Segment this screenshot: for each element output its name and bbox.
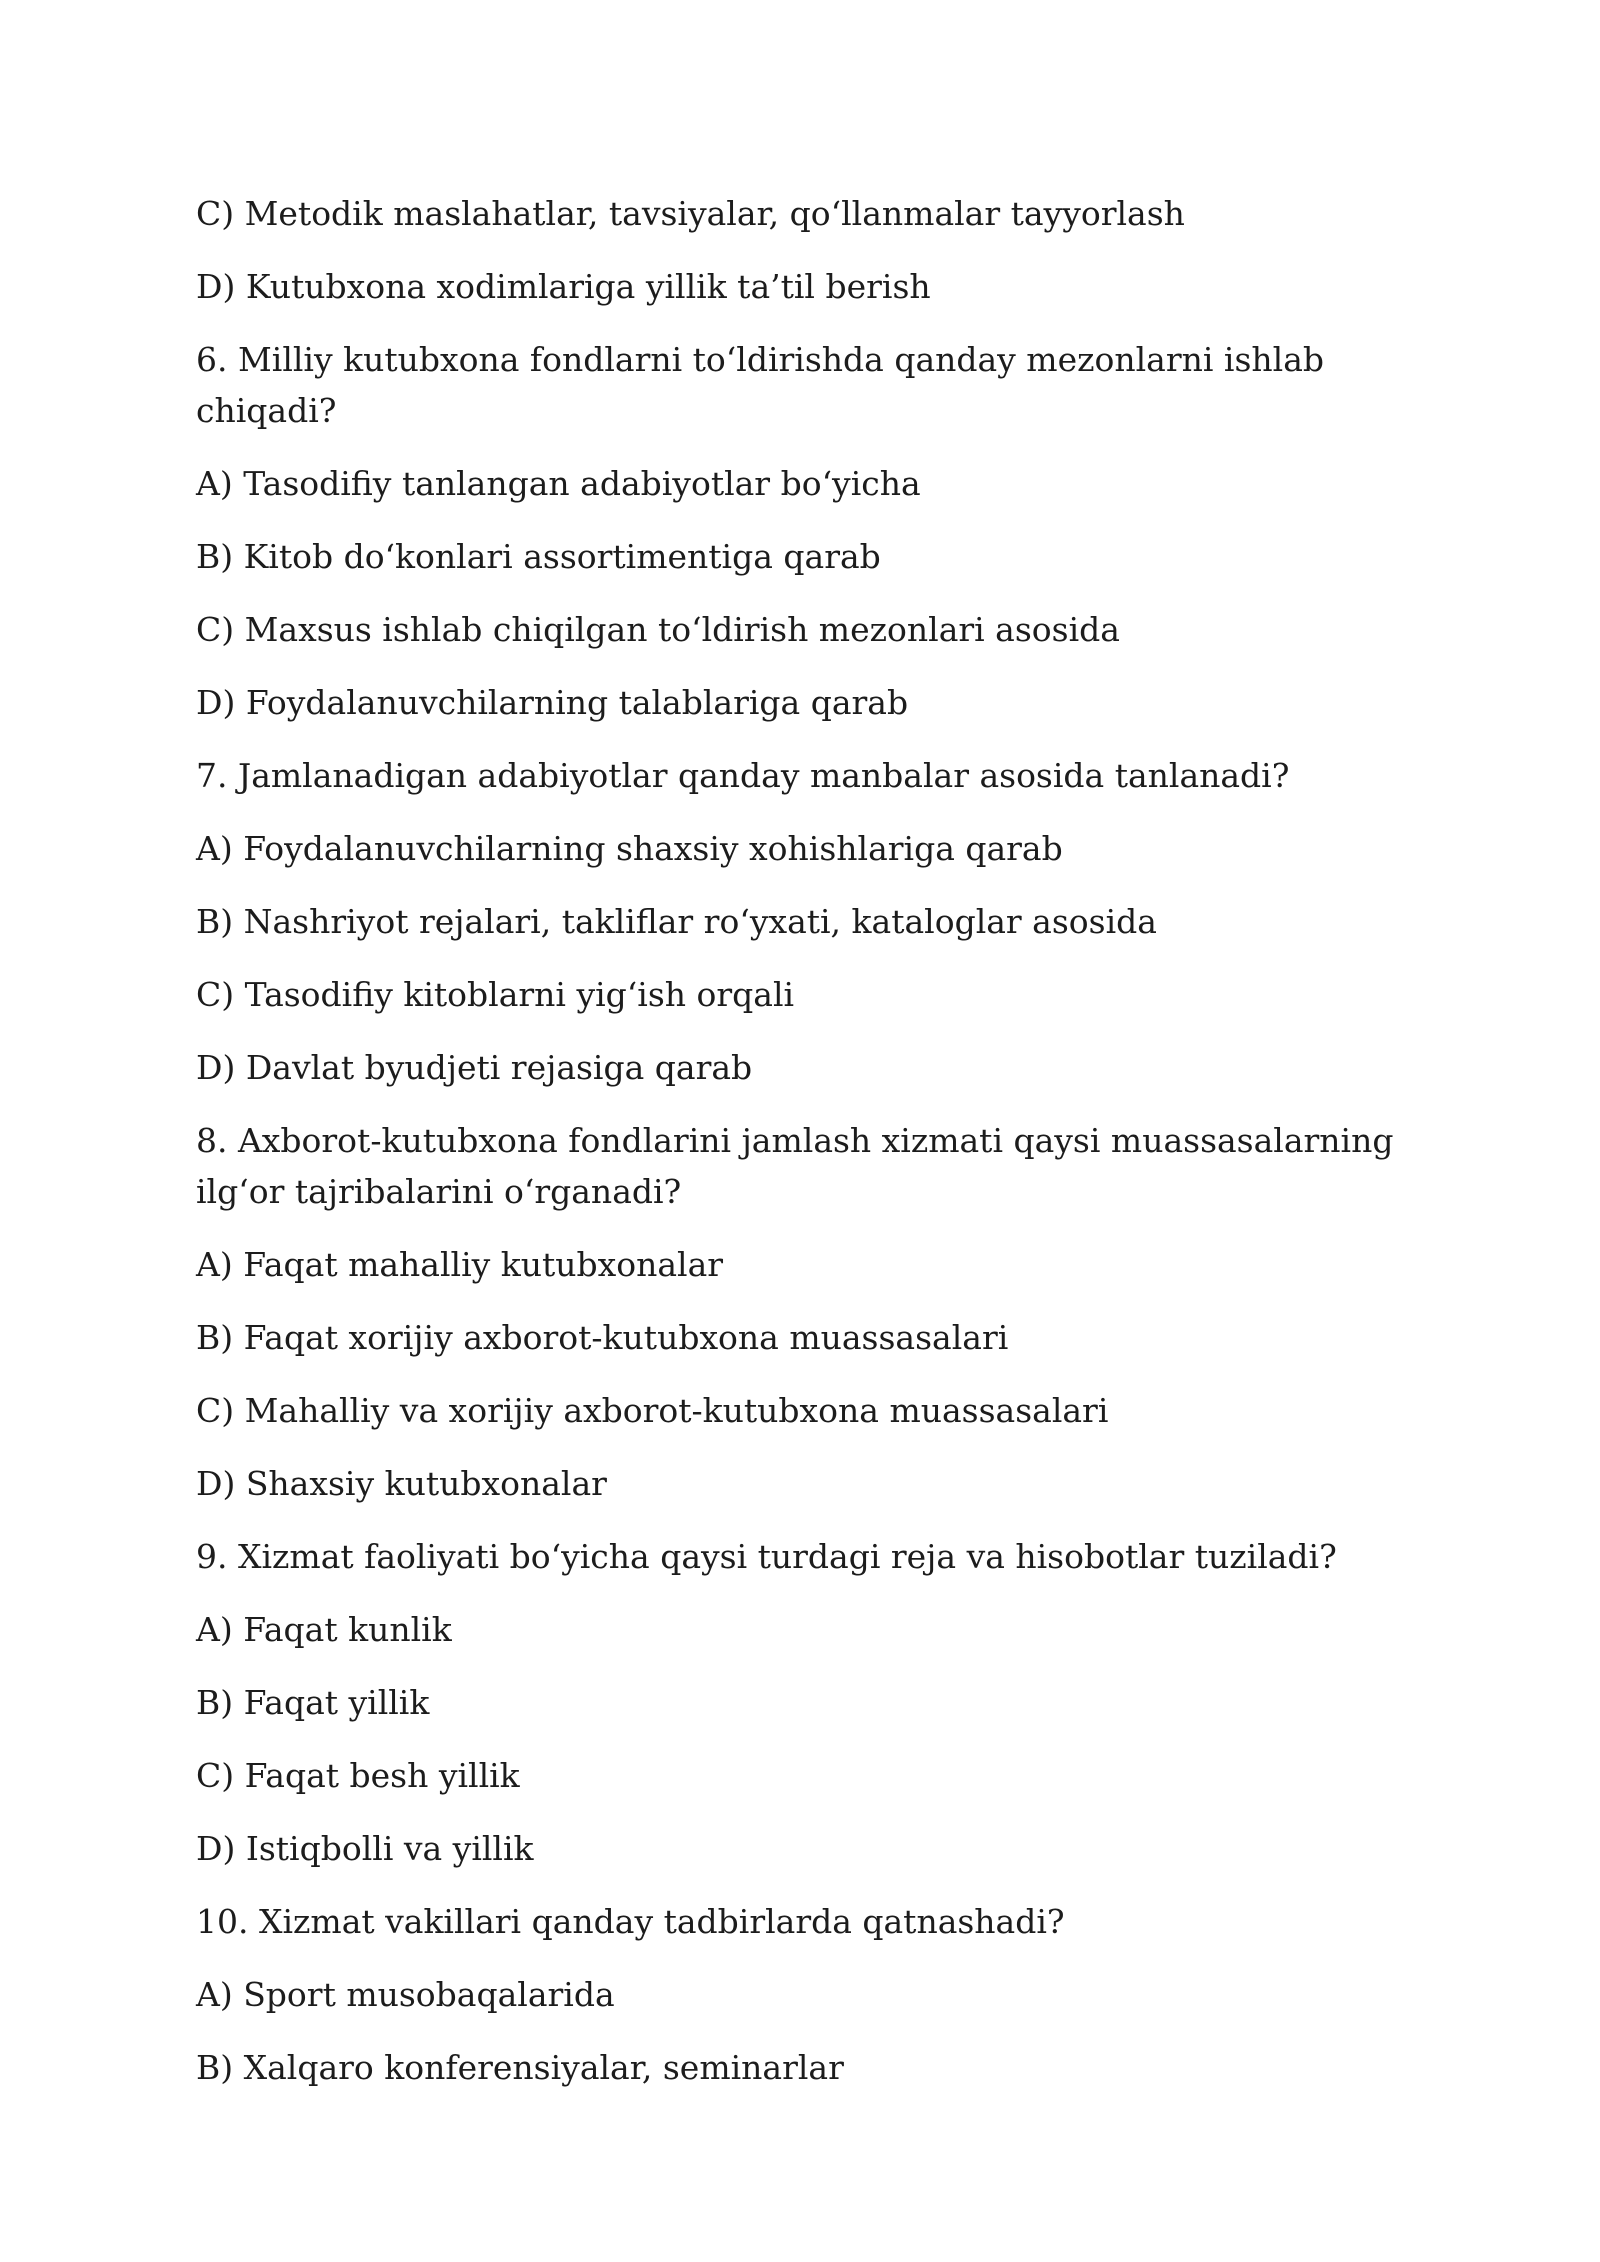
answer-option-8a: A) Faqat mahalliy kutubxonalar <box>196 1245 724 1284</box>
answer-option-6a: A) Tasodifiy tanlangan adabiyotlar bo‘yicha <box>196 464 921 503</box>
answer-option-8d: D) Shaxsiy kutubxonalar <box>196 1464 607 1503</box>
question-6: 6. Milliy kutubxona fondlarni to‘ldirishda qanday mezonlarni ishlab chiqadi? <box>196 340 1325 430</box>
document-body <box>196 188 1456 2115</box>
question-7: 7. Jamlanadigan adabiyotlar qanday manbalar asosida tanlanadi? <box>196 756 1290 795</box>
answer-option-9d: D) Istiqbolli va yillik <box>196 1829 534 1868</box>
answer-option-5d: D) Kutubxona xodimlariga yillik ta’til berish <box>196 267 931 306</box>
answer-option-7b: B) Nashriyot rejalari, takliflar ro‘yxati, kataloglar asosida <box>196 902 1157 941</box>
answer-option-6b: B) Kitob do‘konlari assortimentiga qarab <box>196 537 881 576</box>
answer-option-5c: C) Metodik maslahatlar, tavsiyalar, qo‘llanmalar tayyorlash <box>196 194 1185 233</box>
answer-option-9a: A) Faqat kunlik <box>196 1610 452 1649</box>
question-9: 9. Xizmat faoliyati bo‘yicha qaysi turdagi reja va hisobotlar tuziladi? <box>196 1537 1337 1576</box>
answer-option-7d: D) Davlat byudjeti rejasiga qarab <box>196 1048 753 1087</box>
answer-option-8c: C) Mahalliy va xorijiy axborot-kutubxona muassasalari <box>196 1391 1109 1430</box>
answer-option-8b: B) Faqat xorijiy axborot-kutubxona muassasalari <box>196 1318 1009 1357</box>
answer-option-10b: B) Xalqaro konferensiyalar, seminarlar <box>196 2048 844 2087</box>
answer-option-6c: C) Maxsus ishlab chiqilgan to‘ldirish mezonlari asosida <box>196 610 1120 649</box>
answer-option-9c: C) Faqat besh yillik <box>196 1756 520 1795</box>
answer-option-9b: B) Faqat yillik <box>196 1683 430 1722</box>
answer-option-7c: C) Tasodifiy kitoblarni yig‘ish orqali <box>196 975 795 1014</box>
answer-option-6d: D) Foydalanuvchilarning talablariga qarab <box>196 683 909 722</box>
answer-option-7a: A) Foydalanuvchilarning shaxsiy xohishlariga qarab <box>196 829 1063 868</box>
question-10: 10. Xizmat vakillari qanday tadbirlarda qatnashadi? <box>196 1902 1065 1941</box>
answer-option-10a: A) Sport musobaqalarida <box>196 1975 615 2014</box>
question-8: 8. Axborot-kutubxona fondlarini jamlash xizmati qaysi muassasalarning ilg‘or tajribalarini o‘rganadi? <box>196 1121 1394 1211</box>
